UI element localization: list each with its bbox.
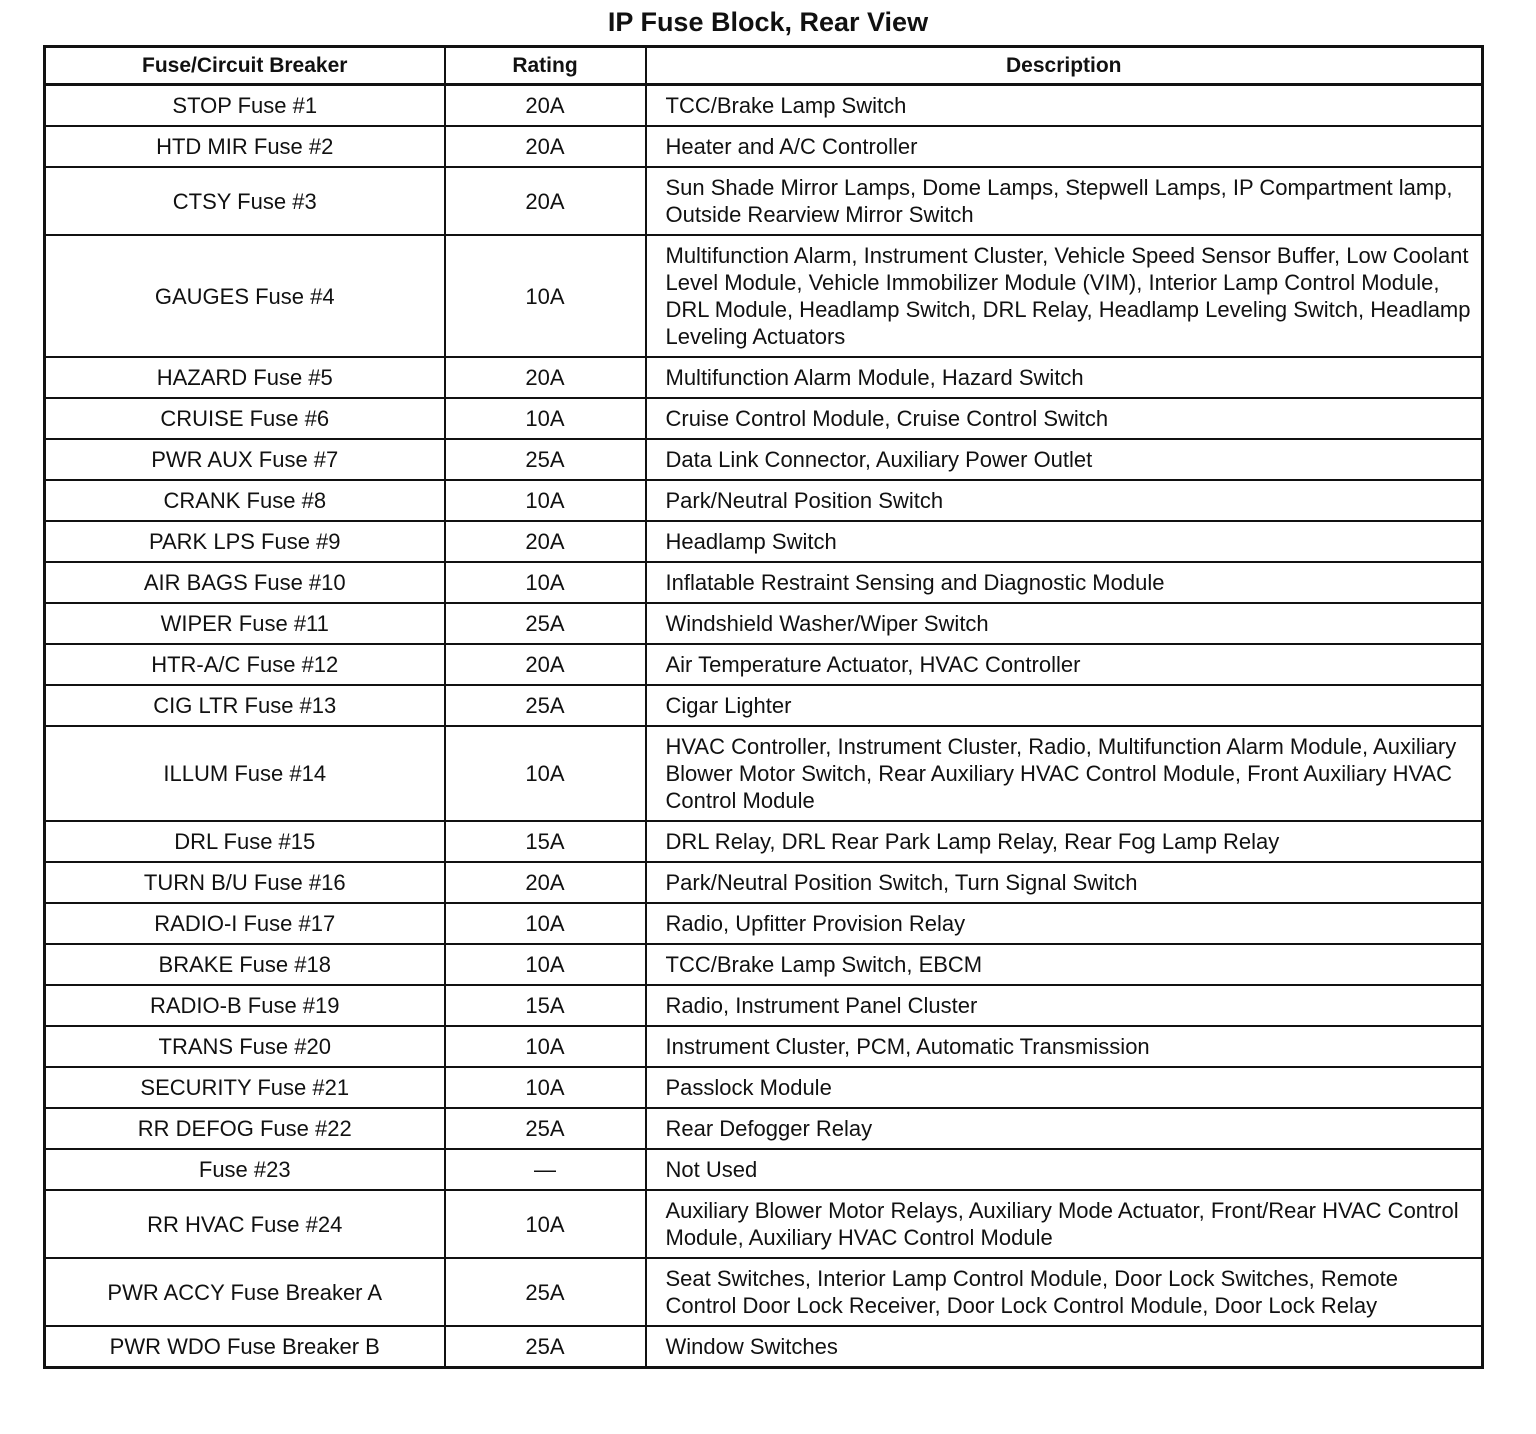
description-cell: Air Temperature Actuator, HVAC Controller <box>646 644 1483 685</box>
fuse-cell: BRAKE Fuse #18 <box>45 944 445 985</box>
fuse-cell: CRANK Fuse #8 <box>45 480 445 521</box>
header-rating: Rating <box>445 47 646 85</box>
description-cell: Auxiliary Blower Motor Relays, Auxiliary Mode Actuator, Front/Rear HVAC Control Module, Auxiliary HVAC Control Module <box>646 1190 1483 1258</box>
rating-cell: 20A <box>445 357 646 398</box>
fuse-cell: TURN B/U Fuse #16 <box>45 862 445 903</box>
fuse-cell: WIPER Fuse #11 <box>45 603 445 644</box>
description-cell: Park/Neutral Position Switch <box>646 480 1483 521</box>
rating-cell: 25A <box>445 685 646 726</box>
description-cell: Rear Defogger Relay <box>646 1108 1483 1149</box>
table-row <box>45 903 1483 944</box>
rating-cell: 20A <box>445 85 646 127</box>
fuse-cell: AIR BAGS Fuse #10 <box>45 562 445 603</box>
table-row <box>45 944 1483 985</box>
fuse-cell: PWR ACCY Fuse Breaker A <box>45 1258 445 1326</box>
table-row <box>45 1326 1483 1368</box>
description-cell: Radio, Upfitter Provision Relay <box>646 903 1483 944</box>
fuse-cell: STOP Fuse #1 <box>45 85 445 127</box>
table-row <box>45 398 1483 439</box>
rating-cell: 10A <box>445 1067 646 1108</box>
table-row <box>45 985 1483 1026</box>
description-cell: Park/Neutral Position Switch, Turn Signal Switch <box>646 862 1483 903</box>
fuse-cell: DRL Fuse #15 <box>45 821 445 862</box>
rating-cell: 15A <box>445 821 646 862</box>
description-cell: Data Link Connector, Auxiliary Power Outlet <box>646 439 1483 480</box>
description-cell: Cigar Lighter <box>646 685 1483 726</box>
fuse-cell: PWR AUX Fuse #7 <box>45 439 445 480</box>
description-cell: Window Switches <box>646 1326 1483 1368</box>
description-cell: TCC/Brake Lamp Switch <box>646 85 1483 127</box>
fuse-cell: SECURITY Fuse #21 <box>45 1067 445 1108</box>
rating-cell: 20A <box>445 644 646 685</box>
fuse-cell: Fuse #23 <box>45 1149 445 1190</box>
rating-cell: 25A <box>445 1258 646 1326</box>
description-cell: Windshield Washer/Wiper Switch <box>646 603 1483 644</box>
rating-cell: 15A <box>445 985 646 1026</box>
table-row <box>45 1258 1483 1326</box>
rating-cell: 20A <box>445 862 646 903</box>
description-cell: Cruise Control Module, Cruise Control Switch <box>646 398 1483 439</box>
fuse-cell: HAZARD Fuse #5 <box>45 357 445 398</box>
rating-cell: 25A <box>445 1326 646 1368</box>
fuse-cell: RR DEFOG Fuse #22 <box>45 1108 445 1149</box>
header-fuse-circuit-breaker: Fuse/Circuit Breaker <box>45 47 445 85</box>
description-cell: Not Used <box>646 1149 1483 1190</box>
header-description: Description <box>646 47 1483 85</box>
description-cell: DRL Relay, DRL Rear Park Lamp Relay, Rear Fog Lamp Relay <box>646 821 1483 862</box>
table-row <box>45 1026 1483 1067</box>
table-row <box>45 85 1483 127</box>
table-row <box>45 603 1483 644</box>
table-row <box>45 1108 1483 1149</box>
rating-cell: 20A <box>445 167 646 235</box>
header-row <box>45 47 1483 85</box>
description-cell: Multifunction Alarm, Instrument Cluster, Vehicle Speed Sensor Buffer, Low Coolant Level Module, Vehicle Immobilizer Module (VIM), Interior Lamp Control Module, DRL Module, Headlamp Switch, DRL Relay, Headlamp Leveling Switch, Headlamp Leveling Actuators <box>646 235 1483 357</box>
fuse-cell: RADIO-B Fuse #19 <box>45 985 445 1026</box>
table-row <box>45 644 1483 685</box>
page-title: IP Fuse Block, Rear View <box>607 7 929 37</box>
rating-cell: 10A <box>445 1190 646 1258</box>
table-row <box>45 1190 1483 1258</box>
table-row <box>45 726 1483 821</box>
table-row <box>45 562 1483 603</box>
description-cell: Inflatable Restraint Sensing and Diagnostic Module <box>646 562 1483 603</box>
fuse-cell: CTSY Fuse #3 <box>45 167 445 235</box>
description-cell: Sun Shade Mirror Lamps, Dome Lamps, Stepwell Lamps, IP Compartment lamp, Outside Rearview Mirror Switch <box>646 167 1483 235</box>
table-row <box>45 439 1483 480</box>
fuse-cell: GAUGES Fuse #4 <box>45 235 445 357</box>
rating-cell: 25A <box>445 1108 646 1149</box>
table-row <box>45 1067 1483 1108</box>
fuse-cell: ILLUM Fuse #14 <box>45 726 445 821</box>
description-cell: Headlamp Switch <box>646 521 1483 562</box>
table-row <box>45 235 1483 357</box>
table-row <box>45 1149 1483 1190</box>
fuse-cell: CRUISE Fuse #6 <box>45 398 445 439</box>
rating-cell: 25A <box>445 603 646 644</box>
table-row <box>45 167 1483 235</box>
table-row <box>45 862 1483 903</box>
rating-cell: 25A <box>445 439 646 480</box>
rating-cell: 10A <box>445 480 646 521</box>
table-header <box>45 47 1483 85</box>
rating-cell: 20A <box>445 126 646 167</box>
description-cell: Passlock Module <box>646 1067 1483 1108</box>
rating-cell: 10A <box>445 235 646 357</box>
fuse-cell: TRANS Fuse #20 <box>45 1026 445 1067</box>
rating-cell: 10A <box>445 398 646 439</box>
fuse-cell: PARK LPS Fuse #9 <box>45 521 445 562</box>
description-cell: TCC/Brake Lamp Switch, EBCM <box>646 944 1483 985</box>
table-row <box>45 480 1483 521</box>
rating-cell: 10A <box>445 726 646 821</box>
fuse-cell: HTR-A/C Fuse #12 <box>45 644 445 685</box>
fuse-cell: RADIO-I Fuse #17 <box>45 903 445 944</box>
rating-cell: 10A <box>445 944 646 985</box>
table-row <box>45 685 1483 726</box>
fuse-cell: HTD MIR Fuse #2 <box>45 126 445 167</box>
description-cell: Heater and A/C Controller <box>646 126 1483 167</box>
table-row <box>45 821 1483 862</box>
table-row <box>45 126 1483 167</box>
table-body <box>45 85 1483 1368</box>
rating-cell: — <box>445 1149 646 1190</box>
table-row <box>45 521 1483 562</box>
rating-cell: 20A <box>445 521 646 562</box>
fuse-table <box>43 45 1484 1369</box>
description-cell: HVAC Controller, Instrument Cluster, Radio, Multifunction Alarm Module, Auxiliary Blower Motor Switch, Rear Auxiliary HVAC Control Module, Front Auxiliary HVAC Control Module <box>646 726 1483 821</box>
fuse-cell: PWR WDO Fuse Breaker B <box>45 1326 445 1368</box>
description-cell: Radio, Instrument Panel Cluster <box>646 985 1483 1026</box>
rating-cell: 10A <box>445 903 646 944</box>
fuse-cell: RR HVAC Fuse #24 <box>45 1190 445 1258</box>
table-row <box>45 357 1483 398</box>
fuse-cell: CIG LTR Fuse #13 <box>45 685 445 726</box>
description-cell: Multifunction Alarm Module, Hazard Switch <box>646 357 1483 398</box>
rating-cell: 10A <box>445 562 646 603</box>
description-cell: Instrument Cluster, PCM, Automatic Transmission <box>646 1026 1483 1067</box>
rating-cell: 10A <box>445 1026 646 1067</box>
description-cell: Seat Switches, Interior Lamp Control Module, Door Lock Switches, Remote Control Door Lock Receiver, Door Lock Control Module, Door Lock Relay <box>646 1258 1483 1326</box>
